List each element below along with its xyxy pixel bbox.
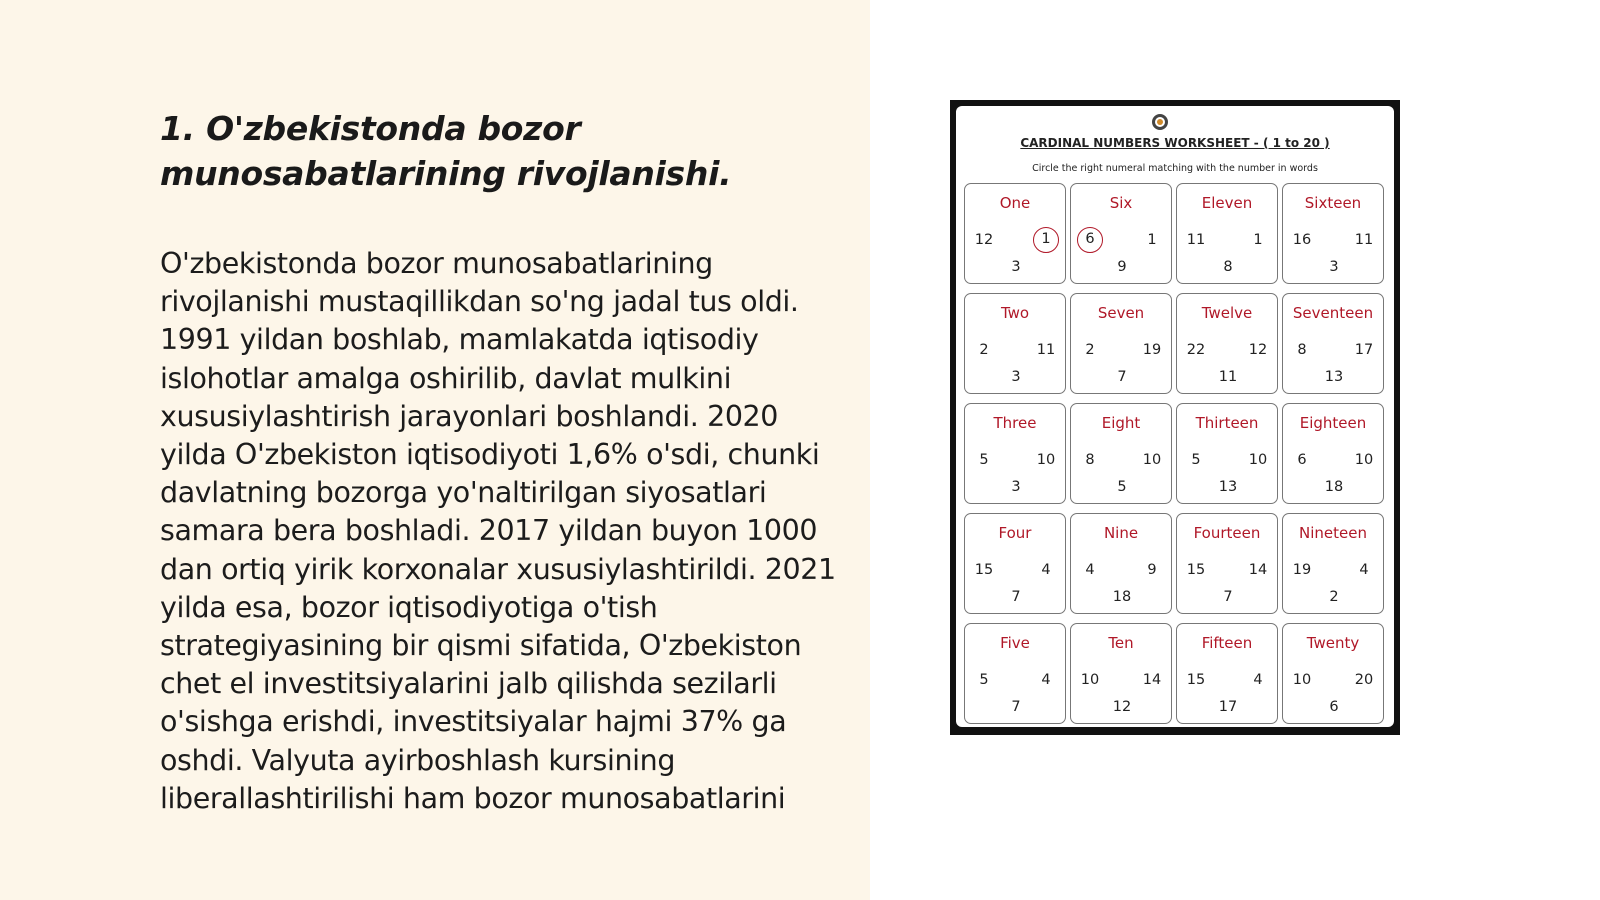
worksheet-cell xyxy=(1070,293,1172,394)
worksheet-cell-number: 7 xyxy=(1011,589,1021,605)
worksheet-cell xyxy=(1282,513,1384,614)
worksheet-cell xyxy=(1282,293,1384,394)
worksheet-cell-number: 19 xyxy=(1292,562,1312,578)
worksheet-cell-word: Four xyxy=(998,524,1032,542)
worksheet-cell xyxy=(964,403,1066,504)
worksheet-cell-number: 10 xyxy=(1354,452,1374,468)
worksheet-cell xyxy=(964,623,1066,724)
worksheet-cell-number: 15 xyxy=(1186,672,1206,688)
worksheet-cell-word: Nineteen xyxy=(1299,524,1367,542)
worksheet-cell-number: 4 xyxy=(1041,672,1051,688)
worksheet-cell-number: 10 xyxy=(1142,452,1162,468)
worksheet-cell-number: 13 xyxy=(1218,479,1238,495)
worksheet-cell-word: Fourteen xyxy=(1193,524,1261,542)
worksheet-cell xyxy=(1282,623,1384,724)
worksheet-cell-number: 7 xyxy=(1117,369,1127,385)
worksheet-cell-number: 10 xyxy=(1036,452,1056,468)
worksheet-cell-number: 5 xyxy=(1117,479,1127,495)
worksheet-title: CARDINAL NUMBERS WORKSHEET - ( 1 to 20 ) xyxy=(1020,136,1330,150)
worksheet-cell-word: Nine xyxy=(1103,524,1139,542)
worksheet-cell xyxy=(1070,513,1172,614)
worksheet-cell-number: 14 xyxy=(1142,672,1162,688)
worksheet-cell-word: One xyxy=(999,194,1031,212)
worksheet-instruction: Circle the right numeral matching with the number in words xyxy=(1032,163,1318,174)
worksheet-image xyxy=(950,100,1400,735)
worksheet-cell-number: 5 xyxy=(1191,452,1201,468)
worksheet-cell-word: Twenty xyxy=(1306,634,1360,652)
worksheet-cell-word: Fifteen xyxy=(1201,634,1253,652)
worksheet-cell-number: 4 xyxy=(1253,672,1263,688)
worksheet-cell-word: Three xyxy=(993,414,1037,432)
worksheet-cell xyxy=(1070,403,1172,504)
worksheet-cell-number: 15 xyxy=(1186,562,1206,578)
worksheet-cell-number: 7 xyxy=(1011,699,1021,715)
worksheet-cell-number: 14 xyxy=(1248,562,1268,578)
worksheet-cell-number: 9 xyxy=(1117,259,1127,275)
worksheet-cell-number: 8 xyxy=(1085,452,1095,468)
worksheet-cell-number: 6 xyxy=(1297,452,1307,468)
worksheet-cell-word: Ten xyxy=(1108,634,1134,652)
worksheet-cell xyxy=(1282,403,1384,504)
worksheet-cell-word: Seventeen xyxy=(1292,304,1374,322)
worksheet-cell-number: 4 xyxy=(1085,562,1095,578)
worksheet-cell-number: 8 xyxy=(1223,259,1233,275)
worksheet-cell-number: 3 xyxy=(1011,369,1021,385)
worksheet-cell-number: 10 xyxy=(1248,452,1268,468)
worksheet-cell-word: Five xyxy=(1000,634,1030,652)
worksheet-cell-number: 17 xyxy=(1354,342,1374,358)
worksheet-cell-number: 18 xyxy=(1324,479,1344,495)
worksheet-cell-number: 11 xyxy=(1186,232,1206,248)
worksheet-cell-word: Two xyxy=(1000,304,1030,322)
worksheet-cell-word: Seven xyxy=(1097,304,1145,322)
worksheet-cell-number: 1 xyxy=(1253,232,1263,248)
worksheet-cell xyxy=(964,183,1066,284)
worksheet-cell-word: Thirteen xyxy=(1195,414,1259,432)
worksheet-cell-word: Six xyxy=(1109,194,1133,212)
worksheet-cell-word: Eight xyxy=(1101,414,1141,432)
worksheet-cell-number: 4 xyxy=(1041,562,1051,578)
worksheet-cell-number: 3 xyxy=(1329,259,1339,275)
worksheet-cell-number: 15 xyxy=(974,562,994,578)
worksheet-cell xyxy=(1070,623,1172,724)
slide-body-text: O'zbekistonda bozor munosabatlarining rivojlanishi mustaqillikdan so'ng jadal tus oldi. 1991 yildan boshlab, mamlakatda iqtisodiy islohotlar amalga oshirilib, davlat mulkini xususiylashtirish jarayonlari boshlandi. 2020 yilda O'zbekiston iqtisodiyoti 1,6% o'sdi, chunki davlatning bozorga yo'naltirilgan siyosatlari samara bera boshladi. 2017 yildan buyon 1000 dan ortiq yirik korxonalar xususiylashtirildi. 2021 yilda esa, bozor iqtisodiyotiga o'tish strategiyasining bir qismi sifatida, O'zbekiston chet el investitsiyalarini jalb qilishda sezilarli o'sishga erishdi, investitsiyalar hajmi 37% ga oshdi. Valyuta ayirboshlash kursining liberallashtirilishi ham bozor munosabatlarini xyxy=(160,247,836,815)
worksheet-cell-number: 9 xyxy=(1147,562,1157,578)
worksheet-cell-number: 7 xyxy=(1223,589,1233,605)
worksheet-cell-number: 17 xyxy=(1218,699,1238,715)
worksheet-cell xyxy=(964,293,1066,394)
worksheet-cell-word: Eighteen xyxy=(1299,414,1367,432)
worksheet-cell xyxy=(1282,183,1384,284)
worksheet-cell-word: Eleven xyxy=(1201,194,1253,212)
worksheet-cell-word: Twelve xyxy=(1201,304,1253,322)
worksheet-cell-number: 3 xyxy=(1011,479,1021,495)
worksheet-cell xyxy=(1176,513,1278,614)
worksheet-cell-word: Sixteen xyxy=(1304,194,1362,212)
worksheet-cell xyxy=(1070,183,1172,284)
worksheet-cell-number: 5 xyxy=(979,452,989,468)
worksheet-cell-number: 8 xyxy=(1297,342,1307,358)
worksheet-cell-number: 4 xyxy=(1359,562,1369,578)
worksheet-grid xyxy=(964,183,1386,723)
worksheet-cell xyxy=(1176,623,1278,724)
worksheet-cell-number: 10 xyxy=(1292,672,1312,688)
worksheet-cell-number: 1 xyxy=(1147,232,1157,248)
worksheet-cell xyxy=(1176,293,1278,394)
worksheet-cell-number: 2 xyxy=(1329,589,1339,605)
worksheet-cell-number: 11 xyxy=(1036,342,1056,358)
worksheet-cell-number: 13 xyxy=(1324,369,1344,385)
worksheet-cell-number: 2 xyxy=(979,342,989,358)
worksheet-cell-number: 12 xyxy=(1248,342,1268,358)
worksheet-cell-number: 20 xyxy=(1354,672,1374,688)
worksheet-cell-number: 12 xyxy=(1112,699,1132,715)
worksheet-cell-number: 3 xyxy=(1011,259,1021,275)
slide-title: 1. O'zbekistonda bozor munosabatlarining rivojlanishi. xyxy=(160,109,732,193)
worksheet-cell xyxy=(964,513,1066,614)
worksheet-cell-number: 22 xyxy=(1186,342,1206,358)
worksheet-cell-number: 19 xyxy=(1142,342,1162,358)
worksheet-logo-icon xyxy=(1152,114,1168,130)
worksheet-cell-number: 10 xyxy=(1080,672,1100,688)
worksheet-cell-number: 6 xyxy=(1077,227,1103,253)
worksheet-cell-number: 11 xyxy=(1354,232,1374,248)
worksheet-cell-number: 18 xyxy=(1112,589,1132,605)
worksheet-cell-number: 1 xyxy=(1033,227,1059,253)
worksheet-cell-number: 5 xyxy=(979,672,989,688)
worksheet-cell xyxy=(1176,403,1278,504)
worksheet-cell xyxy=(1176,183,1278,284)
worksheet-cell-number: 2 xyxy=(1085,342,1095,358)
worksheet-cell-number: 6 xyxy=(1329,699,1339,715)
worksheet-cell-number: 16 xyxy=(1292,232,1312,248)
worksheet-cell-number: 12 xyxy=(974,232,994,248)
worksheet-cell-number: 11 xyxy=(1218,369,1238,385)
worksheet-paper xyxy=(956,106,1394,727)
